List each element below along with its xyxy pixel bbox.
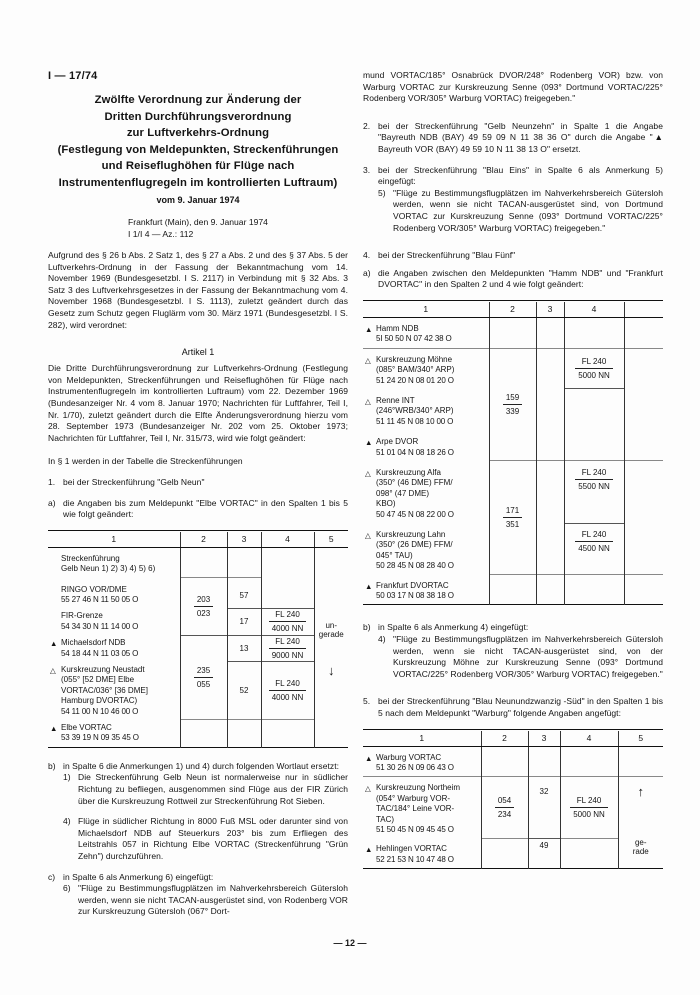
point-extra-line-3: TAC) — [376, 814, 395, 824]
empty-cell — [227, 547, 261, 577]
table-row — [363, 838, 663, 868]
note-text: "Flüge zu Bestimmungsflugplätzen im Nahverkehrsbereich Gütersloh werden, wenn sie nicht TACAN-ausgerüstet sind, von der Kurskreuzung Möhne zur Kurskreuzung Senne (093° Dortmund VORTAC/225° Rodenberg VOR/305° Warburg VORTAC) freigegeben." — [393, 634, 663, 679]
route-label-cell — [48, 547, 180, 577]
list-item-2 — [363, 121, 663, 156]
empty-cell — [624, 461, 663, 575]
title-line-3: zur Luftverkehrs-Ordnung — [126, 127, 270, 139]
empty-cell — [618, 746, 663, 777]
article-intro-paragraph: Die Dritte Durchführungsverordnung zur Luftverkehrs-Ordnung (Festlegung von Meldepunkten, Streckenführungen und Reiseflughöhen für Flüge nach Instrumentenflugregeln im kontrollierten Luftraum) vom 22. Dezember 1969 (Bundesanzeiger Nr. 4 vom 8. Januar 1970; Nachrichten für Luftfahrer, Teil I, Nr. 1/70), zuletzt geändert durch die Elfte Änderungsverordnung hierzu vom 28. September 1973 (Bundesanzeiger Nr. 202 vom 25. Oktober 1973; Nachrichten für Luftfahrer, Teil I, Nr. 315/73, wird wie folgt geändert: — [48, 363, 348, 443]
empty-cell — [180, 547, 227, 577]
point-name: RINGO VOR/DME — [61, 584, 127, 594]
course-cell-2 — [180, 635, 227, 720]
empty-cell — [261, 547, 314, 577]
flight-level: FL 240 — [575, 356, 613, 369]
minimum-altitude: 4500 NN — [578, 543, 610, 553]
table-row — [48, 578, 348, 609]
point-coords: 5I 50 50 N 07 42 38 O — [376, 334, 452, 344]
point-name: Warburg VORTAC — [376, 752, 442, 762]
document-title — [40, 92, 356, 205]
col-header-2: 2 — [180, 532, 227, 548]
course-outbound: 235 — [194, 665, 213, 678]
point-coords: 51 11 45 N 08 10 00 O — [376, 416, 454, 426]
empty-cell — [624, 348, 663, 461]
point-cell-hamm-ndb — [363, 317, 489, 348]
flight-level: FL 240 — [269, 636, 307, 649]
col-header-3: 3 — [528, 731, 560, 747]
note-5 — [378, 188, 663, 234]
point-coords: 53 39 19 N 09 35 45 O — [61, 733, 139, 743]
empty-cell — [481, 746, 528, 777]
route-label-line-2: Gelb Neun 1) 2) 3) 4) 5) 6) — [61, 564, 156, 574]
list-marker: 1. — [48, 476, 56, 487]
note-marker: 4) — [378, 634, 386, 645]
table-row — [363, 575, 663, 605]
point-coords: 54 11 00 N 10 46 00 O — [61, 706, 139, 716]
point-name: Renne INT — [376, 395, 415, 405]
list-marker: 5. — [363, 696, 371, 707]
empty-cell — [564, 317, 624, 348]
col-header-5 — [624, 302, 663, 318]
col-header-2: 2 — [481, 731, 528, 747]
course-inbound: 023 — [196, 608, 211, 618]
filled-triangle-icon: ▲ — [365, 324, 373, 334]
col-header-4: 4 — [560, 731, 618, 747]
table-row — [48, 720, 348, 747]
note-text: Die Streckenführung Gelb Neun ist normalerweise nur in südlicher Richtung zu befliegen, ausgenommen sind Flüge aus der FIR Zürich über die Kurskreuzung Rottweil zur Streckenführung Rot Sieben. — [78, 772, 348, 806]
place-line-2: I 1/I 4 — Az.: 112 — [128, 228, 194, 239]
hollow-triangle-icon: △ — [365, 784, 371, 794]
point-coords: 54 34 30 N 11 14 00 O — [61, 621, 139, 631]
list-text: die Angaben bis zum Meldepunkt "Elbe VORTAC" in den Spalten 1 bis 5 wie folgt geändert: — [63, 497, 348, 520]
course-outbound: 159 — [503, 392, 522, 405]
point-extra-line-2: TAC/184° Leine VOR- — [376, 804, 455, 814]
note-1 — [63, 772, 348, 807]
minimum-altitude: 5000 NN — [573, 810, 605, 820]
document-number: I — 17/74 — [48, 70, 98, 82]
table-row — [363, 317, 663, 348]
course-outbound: 054 — [495, 795, 514, 808]
distance-cell-13: 13 — [227, 635, 261, 662]
point-coords: 51 24 20 N 08 01 20 O — [376, 375, 454, 385]
list-item-1 — [48, 477, 348, 489]
list-item-1b — [48, 761, 348, 773]
hollow-triangle-icon: △ — [365, 355, 371, 365]
list-marker: a) — [48, 497, 56, 508]
point-name: Kurskreuzung Möhne — [376, 354, 453, 364]
empty-cell — [624, 575, 663, 605]
point-extra-line-2: VORTAC/036° [36 DME] — [61, 685, 148, 695]
distance-cell-32: 32 — [528, 777, 560, 839]
distance-cell-17: 17 — [227, 608, 261, 635]
point-extra-line-1: (085° BAM/340° ARP) — [376, 365, 455, 375]
point-extra-line-1: (055° [52 DME] Elbe — [61, 675, 135, 685]
direction-label-line-1: un- — [325, 620, 338, 630]
note-marker: 5) — [378, 187, 386, 198]
list-marker: 2. — [363, 120, 371, 131]
table-header-row — [363, 302, 663, 318]
point-extra-line-1: (350° (26 DME) FFM/ — [376, 540, 453, 550]
filled-triangle-icon: ▲ — [50, 639, 58, 649]
empty-cell — [564, 389, 624, 461]
table-intro-line: In § 1 werden in der Tabelle die Streckenführungen — [48, 456, 243, 467]
flight-level: FL 240 — [570, 795, 608, 808]
course-inbound: 234 — [497, 810, 512, 820]
col-header-3: 3 — [227, 532, 261, 548]
list-text: bei der Streckenführung "Blau Eins" in Spalte 6 als Anmerkung 5) eingefügt: — [378, 164, 663, 187]
point-name: Michaelsdorf NDB — [61, 638, 126, 648]
empty-cell — [227, 720, 261, 747]
point-extra-line-1: (054° Warburg VOR- — [376, 793, 451, 803]
direction-label-cell — [618, 838, 663, 868]
list-text: bei der Streckenführung "Gelb Neun" — [63, 476, 205, 487]
empty-cell — [536, 317, 564, 348]
course-cell-1 — [180, 578, 227, 636]
table-header-row — [363, 731, 663, 747]
distance-cell-49: 49 — [528, 838, 560, 868]
filled-triangle-icon: ▲ — [50, 723, 58, 733]
point-coords: 54 18 44 N 11 03 05 O — [61, 648, 139, 658]
left-column — [48, 250, 348, 918]
course-inbound: 055 — [196, 680, 211, 690]
hollow-triangle-icon: △ — [365, 396, 371, 406]
empty-cell — [536, 575, 564, 605]
point-name: Kurskreuzung Neustadt — [61, 664, 145, 674]
note-4 — [63, 816, 348, 862]
point-cell-kurskreuzung-lahn — [363, 523, 489, 575]
point-name: Hehlingen VORTAC — [376, 844, 447, 854]
empty-cell — [261, 578, 314, 609]
direction-arrow-up-icon: ↑ — [637, 784, 644, 800]
direction-cell — [618, 777, 663, 839]
list-marker: b) — [48, 760, 56, 771]
point-extra-line-1: (246°WRB/340° ARP) — [376, 406, 454, 416]
point-extra-line-3: KBO) — [376, 499, 396, 509]
course-inbound: 351 — [505, 520, 520, 530]
point-coords: 51 30 26 N 09 06 43 O — [376, 763, 454, 772]
note-marker: 1) — [63, 772, 71, 783]
point-cell-frankfurt-dvortac — [363, 575, 489, 605]
flight-level: FL 240 — [575, 467, 613, 480]
title-line-1: Zwölfte Verordnung zur Änderung der — [94, 94, 302, 106]
hollow-triangle-icon: △ — [365, 531, 371, 540]
distance-cell-57: 57 — [227, 578, 261, 609]
title-line-4: (Festlegung von Meldepunkten, Streckenführungen — [57, 143, 339, 156]
list-text: die Angaben zwischen den Meldepunkten "Hamm NDB" und "Frankfurt DVORTAC" in den Spalten 2 und 4 wie folgt geändert: — [378, 267, 663, 290]
table-gelb-neun — [48, 530, 348, 749]
point-cell-renne-int — [363, 389, 489, 430]
hollow-triangle-icon: △ — [50, 665, 56, 675]
list-item-4b — [363, 622, 663, 634]
point-coords: 51 50 45 N 09 45 45 O — [376, 825, 454, 835]
point-cell-kurskreuzung-northeim — [363, 777, 481, 839]
filled-triangle-icon: ▲ — [365, 581, 373, 591]
preamble-paragraph: Aufgrund des § 26 b Abs. 2 Satz 1, des § 27 a Abs. 2 und des § 37 Abs. 5 der Luftverkehrs-Ordnung in der Fassung der Bekanntmachung vom 14. November 1969 (Bundesgesetzbl. I S. 2117) in Verbindung mit § 32 Abs. 3 Satz 3 des Luftverkehrsgesetzes in der Fassung der Bekanntmachung vom 4. November 1968 (Bundesgesetzbl. I S. 1113), zuletzt geändert durch das Gesetz zum Schutz gegen Fluglärm vom 30. März 1971 (Bundesgesetzbl. I S. 282), wird verordnet: — [48, 250, 348, 330]
list-marker: 3. — [363, 164, 371, 175]
point-extra-line-2: 098° (47 DME) — [376, 488, 429, 498]
flight-level: FL 240 — [575, 529, 613, 542]
empty-cell — [489, 317, 536, 348]
course-cell-1 — [481, 777, 528, 839]
empty-cell — [560, 838, 618, 868]
title-line-6: Instrumentenflugregeln im kontrollierten Luftraum) — [58, 176, 338, 189]
point-name: FIR-Grenze — [61, 611, 103, 621]
point-name: Kurskreuzung Northeim — [376, 783, 461, 793]
list-item-4 — [363, 250, 663, 262]
title-line-5: und Reiseflughöhen für Flüge nach — [101, 160, 295, 172]
table-blau-neunundzwanzig-sued — [363, 729, 663, 871]
note-6 — [63, 883, 348, 918]
empty-cell — [536, 461, 564, 575]
list-marker: c) — [48, 871, 56, 882]
point-coords: 55 27 46 N 11 50 05 O — [61, 594, 139, 604]
list-item-5 — [363, 696, 663, 719]
list-marker: b) — [363, 622, 371, 633]
title-date: vom 9. Januar 1974 — [156, 195, 240, 205]
direction-cell — [314, 578, 348, 720]
point-extra-line-2: 045° TAU) — [376, 550, 413, 560]
level-cell-3 — [564, 523, 624, 575]
table-blau-fuenf — [363, 300, 663, 607]
col-header-4: 4 — [564, 302, 624, 318]
col-header-1: 1 — [363, 731, 481, 747]
point-cell-elbe-vortac — [48, 720, 180, 747]
course-inbound: 339 — [505, 407, 520, 417]
point-extra-line-1: (350° (46 DME) FFM/ — [376, 478, 453, 488]
list-item-1a — [48, 498, 348, 521]
level-cell-1 — [261, 608, 314, 635]
note-marker: 6) — [63, 883, 71, 894]
course-outbound: 171 — [503, 505, 522, 518]
col-header-2: 2 — [489, 302, 536, 318]
level-cell-3 — [261, 662, 314, 720]
empty-cell — [314, 720, 348, 747]
empty-cell — [314, 547, 348, 577]
course-cell-1 — [489, 348, 536, 461]
point-name: Elbe VORTAC — [61, 722, 112, 732]
note-6-continuation: mund VORTAC/185° Osnabrück DVOR/248° Rodenberg VOR) bzw. von Warburg VORTAC zur Kurskreuzung Senne (093° Dortmund VORTAC/225° Rodenberg VOR/305° Warburg VORTAC) freigegeben." — [363, 70, 663, 104]
course-cell-2 — [489, 461, 536, 575]
point-coords: 50 03 17 N 08 38 18 O — [376, 591, 454, 601]
empty-cell — [528, 746, 560, 777]
level-cell-2 — [261, 635, 314, 662]
list-text: in Spalte 6 als Anmerkung 4) eingefügt: — [378, 622, 529, 633]
empty-cell — [180, 720, 227, 747]
empty-cell — [481, 838, 528, 868]
point-cell-arpe-dvor — [363, 430, 489, 461]
col-header-5: 5 — [314, 532, 348, 548]
point-coords: 52 21 53 N 10 47 48 O — [376, 854, 454, 864]
filled-triangle-icon: ▲ — [365, 753, 373, 763]
list-text: in Spalte 6 als Anmerkung 6) eingefügt: — [63, 871, 214, 882]
point-cell-fir-grenze — [48, 608, 180, 635]
article-heading: Artikel 1 — [181, 347, 215, 358]
place-line-1: Frankfurt (Main), den 9. Januar 1974 — [128, 217, 268, 227]
flight-level: FL 240 — [269, 609, 307, 622]
col-header-5: 5 — [618, 731, 663, 747]
note-text: "Flüge zu Bestimmungsflugplätzen im Nahverkehrsbereich Gütersloh werden, wenn sie nicht TACAN-ausgerüstet sind, von Rodenberg VOR zur Kurskreuzung Gütersloh (067° Dort- — [78, 883, 348, 917]
level-cell-2 — [564, 461, 624, 523]
point-name: Hamm NDB — [376, 323, 419, 333]
point-name: Kurskreuzung Alfa — [376, 467, 441, 477]
page-number: — 12 — — [333, 938, 367, 948]
col-header-1: 1 — [48, 532, 180, 548]
note-text: "Flüge zu Bestimmungsflugplätzen im Nahverkehrsbereich Gütersloh werden, wenn sie nicht TACAN-ausgerüstet sind, von Dortmund VORTAC zur Kurskreuzung Senne (093° Dortmund VORTAC/225° Rodenberg VOR/305° Warburg VORTAC) freigegeben." — [393, 187, 663, 233]
minimum-altitude: 5000 NN — [578, 370, 610, 380]
point-cell-hehlingen-vortac — [363, 838, 481, 868]
list-text: bei der Streckenführung "Blau Fünf" — [378, 250, 516, 261]
table-row — [363, 348, 663, 389]
flight-level: FL 240 — [269, 678, 307, 691]
table-row — [363, 461, 663, 523]
list-item-3 — [363, 165, 663, 188]
filled-triangle-icon: ▲ — [365, 845, 373, 855]
direction-arrow-down-icon: ↓ — [328, 662, 335, 678]
table-row — [48, 635, 348, 662]
point-name: Arpe DVOR — [376, 437, 419, 447]
level-cell-1 — [564, 348, 624, 389]
point-coords: 51 01 04 N 08 18 26 O — [376, 447, 454, 457]
col-header-4: 4 — [261, 532, 314, 548]
place-and-date — [128, 217, 268, 240]
right-column — [363, 70, 663, 870]
point-cell-kurskreuzung-moehne — [363, 348, 489, 389]
list-text: bei der Streckenführung "Gelb Neunzehn" in Spalte 1 die Angabe "Bayreuth NDB (BAY) 49 59 09 N 11 38 36 O" durch die Angabe "▲ Bayreuth VOR (BAY) 49 59 10 N 11 38 13 O" ersetzt. — [378, 120, 663, 154]
table-header-row — [48, 532, 348, 548]
hollow-triangle-icon: △ — [365, 468, 371, 478]
minimum-altitude: 4000 NN — [271, 693, 304, 703]
empty-cell — [560, 746, 618, 777]
point-coords: 50 28 45 N 08 28 40 O — [376, 561, 454, 571]
empty-cell — [489, 575, 536, 605]
list-item-4a — [363, 268, 663, 291]
minimum-altitude: 9000 NN — [271, 651, 304, 661]
table-row — [363, 746, 663, 777]
distance-cell-52: 52 — [227, 662, 261, 720]
list-text: bei der Streckenführung "Blau Neunundzwanzig -Süd" in den Spalten 1 bis 5 nach dem Meldepunkt "Warburg" folgende Angaben angefügt: — [378, 696, 663, 718]
list-marker: a) — [363, 267, 371, 278]
list-marker: 4. — [363, 250, 371, 261]
point-name: Frankfurt DVORTAC — [376, 580, 449, 590]
list-item-1c — [48, 872, 348, 884]
note-text: Flüge in südlicher Richtung in 8000 Fuß MSL oder darunter sind von Michaelsdorf NDB auf Steuerkurs 203° bis zum Erfliegen des Leitstrahls 057 in Richtung Elbe VORTAC (Streckenführung "Grün Zehn") durchzuführen. — [78, 816, 348, 861]
route-label-line-1: Streckenführung — [61, 553, 120, 563]
title-line-2: Dritten Durchführungsverordnung — [104, 110, 292, 123]
note-4-right — [378, 634, 663, 680]
note-marker: 4) — [63, 816, 71, 827]
level-cell-1 — [560, 777, 618, 839]
col-header-3: 3 — [536, 302, 564, 318]
table-row — [363, 777, 663, 839]
point-coords: 50 47 45 N 08 22 00 O — [376, 509, 454, 519]
direction-label-line-1: ge- — [634, 838, 647, 848]
course-outbound: 203 — [194, 594, 213, 607]
empty-cell — [564, 575, 624, 605]
point-cell-ringo — [48, 578, 180, 609]
point-name: Kurskreuzung Lahn — [376, 530, 446, 539]
col-header-1: 1 — [363, 302, 489, 318]
point-cell-kurskreuzung-neustadt — [48, 662, 180, 720]
empty-cell — [261, 720, 314, 747]
filled-triangle-icon: ▲ — [365, 438, 373, 448]
direction-label-line-2: gerade — [318, 629, 344, 639]
empty-cell — [624, 317, 663, 348]
table-row — [48, 547, 348, 577]
point-cell-michaelsdorf — [48, 635, 180, 662]
point-extra-line-3: Hamburg DVORTAC) — [61, 696, 138, 706]
direction-label-line-2: rade — [632, 847, 649, 857]
list-text: in Spalte 6 die Anmerkungen 1) und 4) durch folgenden Wortlaut ersetzt: — [63, 760, 340, 771]
minimum-altitude: 4000 NN — [271, 624, 304, 634]
point-cell-warburg-vortac — [363, 746, 481, 777]
minimum-altitude: 5500 NN — [578, 482, 610, 492]
empty-cell — [536, 348, 564, 461]
point-cell-kurskreuzung-alfa — [363, 461, 489, 523]
